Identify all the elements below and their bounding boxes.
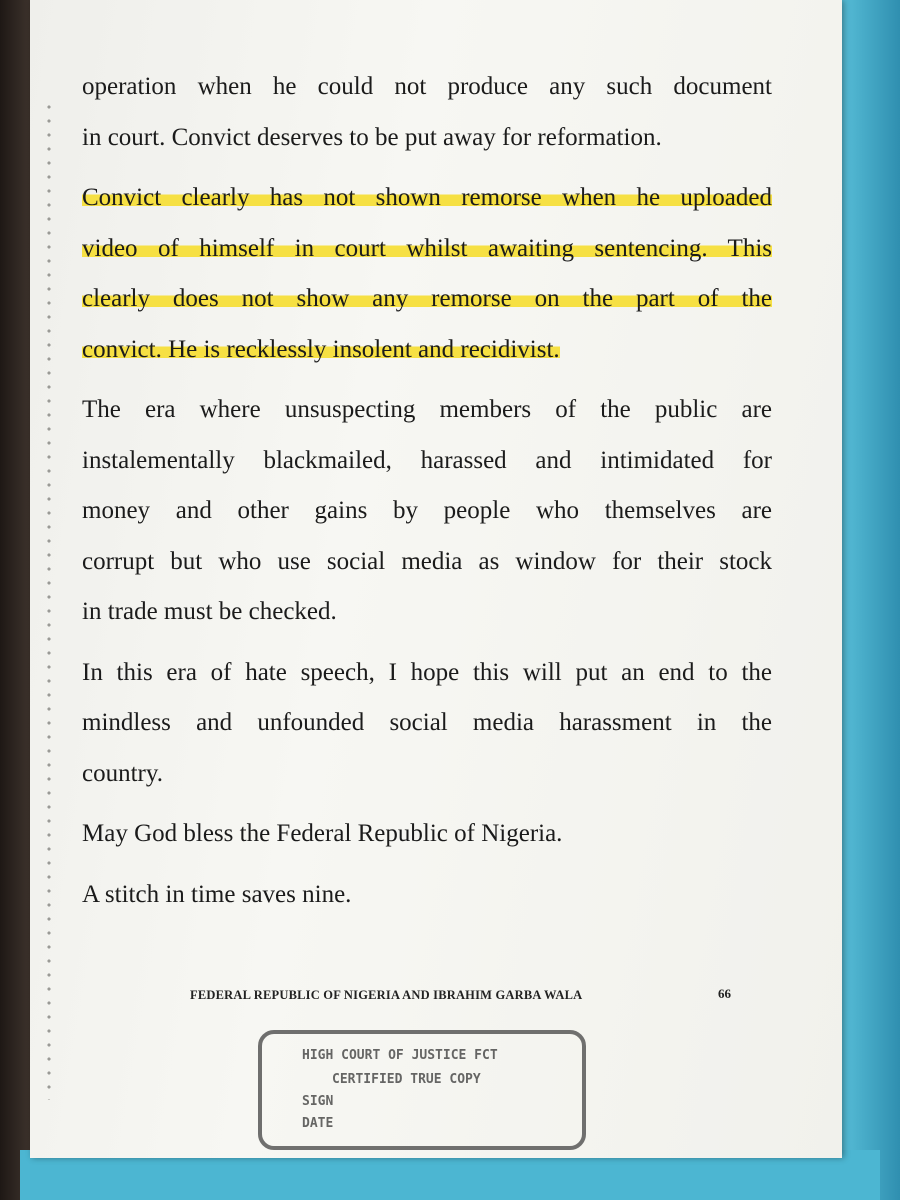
highlighted-text-line	[82, 224, 772, 275]
text-line-content: video of himself in court whilst awaiting sentencing. This	[82, 234, 772, 262]
text-line	[82, 385, 772, 436]
judgment-text	[82, 62, 772, 930]
paragraph	[82, 173, 772, 375]
paragraph	[82, 809, 772, 860]
stamp-sign-label: SIGN	[302, 1094, 334, 1109]
text-line	[82, 749, 772, 800]
footer-case-title: FEDERAL REPUBLIC OF NIGERIA AND IBRAHIM GARBA WALA	[190, 988, 583, 1002]
page-number: 66	[718, 986, 731, 1001]
highlighted-text-line	[82, 274, 772, 325]
document-page	[30, 0, 842, 1158]
text-line	[82, 486, 772, 537]
highlighted-text-line	[82, 325, 772, 376]
text-line	[82, 698, 772, 749]
text-line-content: country.	[82, 759, 163, 787]
text-line	[82, 648, 772, 699]
text-line-content: In this era of hate speech, I hope this will put an end to the	[82, 658, 772, 686]
highlighted-text-line	[82, 173, 772, 224]
text-line-content: instalementally blackmailed, harassed and intimidated for	[82, 446, 772, 474]
text-line-content: Convict clearly has not shown remorse when he uploaded	[82, 184, 772, 211]
text-line-content: operation when he could not produce any such document	[82, 73, 772, 100]
paragraph	[82, 385, 772, 638]
text-line	[82, 436, 772, 487]
text-line-content: money and other gains by people who themselves are	[82, 497, 772, 524]
text-line	[82, 537, 772, 588]
text-line-content: in court. Convict deserves to be put away for reformation.	[82, 123, 662, 151]
text-line	[82, 62, 772, 113]
text-line	[82, 587, 772, 638]
stamp-court-name: HIGH COURT OF JUSTICE FCT	[302, 1048, 498, 1063]
text-line-content: A stitch in time saves nine.	[82, 880, 352, 908]
text-line	[82, 113, 772, 164]
text-line-content: mindless and unfounded social media harassment in the	[82, 709, 772, 736]
text-line-content: The era where unsuspecting members of the public are	[82, 396, 772, 423]
spiral-binding-holes	[44, 100, 54, 1100]
text-line	[82, 809, 772, 860]
stamp-date-label: DATE	[302, 1116, 334, 1131]
paragraph	[82, 62, 772, 163]
paragraph	[82, 870, 772, 921]
paragraph	[82, 648, 772, 800]
text-line-content: clearly does not show any remorse on the part of the	[82, 285, 772, 312]
text-line-content: May God bless the Federal Republic of Nigeria.	[82, 820, 563, 847]
certified-true-copy-stamp	[258, 1030, 586, 1150]
text-line-content: corrupt but who use social media as window for their stock	[82, 547, 772, 575]
text-line	[82, 870, 772, 921]
text-line-content: convict. He is recklessly insolent and recidivist.	[82, 335, 560, 363]
text-line-content: in trade must be checked.	[82, 598, 337, 625]
stamp-certified-text: CERTIFIED TRUE COPY	[332, 1072, 481, 1087]
